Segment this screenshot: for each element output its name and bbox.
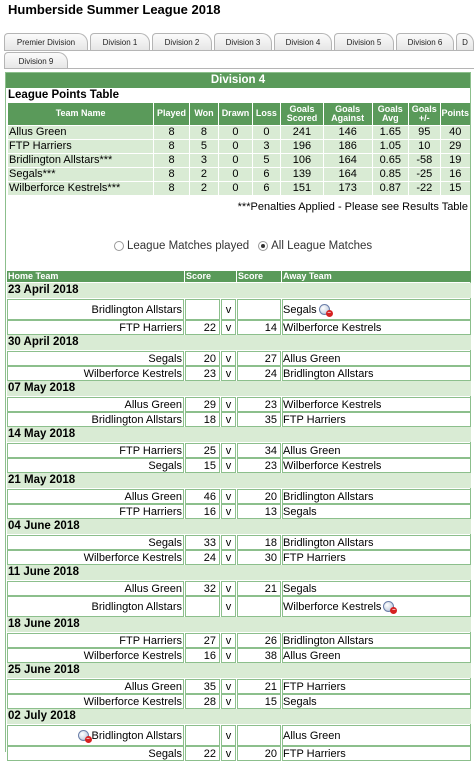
- fixture-away-team: [282, 694, 471, 709]
- fixture-versus: v: [221, 320, 236, 335]
- fixture-versus: v: [221, 694, 236, 709]
- fixture-away-team: [282, 746, 471, 761]
- fixture-row: [7, 366, 471, 381]
- league-cell: 5: [190, 140, 218, 153]
- fixture-away-team: [282, 504, 471, 519]
- fixture-away-score: 24: [237, 366, 281, 381]
- home-team-name: Wilberforce Kestrels: [83, 551, 182, 564]
- league-cell: 241: [281, 126, 323, 139]
- fixture-versus: v: [221, 679, 236, 694]
- fixture-home-score: 18: [185, 412, 220, 427]
- fixture-date: 04 June 2018: [7, 519, 471, 534]
- league-cell: 29: [441, 140, 470, 153]
- fixture-versus: v: [221, 581, 236, 596]
- filter-option-played[interactable]: [114, 240, 249, 252]
- league-row: [8, 154, 470, 167]
- tab-division-3[interactable]: Division 3: [214, 33, 272, 50]
- fixture-away-team: [282, 458, 471, 473]
- fixture-date: 02 July 2018: [7, 709, 471, 724]
- fixture-versus: v: [221, 366, 236, 381]
- league-cell: 15: [441, 182, 470, 195]
- away-team-name: Bridlington Allstars: [283, 490, 374, 503]
- fixture-versus: v: [221, 550, 236, 565]
- fixture-versus: v: [221, 504, 236, 519]
- fixture-versus: v: [221, 299, 236, 320]
- league-cell: 1.65: [373, 126, 409, 139]
- away-team-name: Segals: [283, 695, 317, 708]
- fixture-row: [7, 443, 471, 458]
- radio-played[interactable]: [114, 241, 124, 251]
- fixture-away-team: [282, 633, 471, 648]
- home-team-name: Wilberforce Kestrels: [83, 695, 182, 708]
- fixture-row: [7, 746, 471, 761]
- league-cell: -25: [409, 168, 439, 181]
- fixture-home-team: [7, 443, 184, 458]
- fixture-away-score: 20: [237, 489, 281, 504]
- fixture-home-team: [7, 412, 184, 427]
- home-team-name: FTP Harriers: [119, 505, 182, 518]
- away-team-name: Bridlington Allstars: [283, 634, 374, 647]
- fixture-home-score: 25: [185, 443, 220, 458]
- filter-label-played: League Matches played: [127, 240, 250, 252]
- home-team-name: Allus Green: [124, 680, 182, 693]
- fixture-row: [7, 299, 471, 320]
- away-team-name: Wilberforce Kestrels: [283, 398, 382, 411]
- fixture-row: [7, 535, 471, 550]
- ball-no-entry-icon[interactable]: –: [318, 303, 332, 317]
- fixture-home-team: [7, 633, 184, 648]
- away-team-name: Segals: [283, 505, 317, 518]
- fixture-home-team: [7, 351, 184, 366]
- fixture-home-score: 22: [185, 746, 220, 761]
- fixture-versus: v: [221, 648, 236, 663]
- league-cell: 6: [253, 168, 280, 181]
- league-cell: 8: [154, 154, 189, 167]
- radio-all[interactable]: [258, 241, 268, 251]
- league-cell: 2: [190, 182, 218, 195]
- fixture-row: [7, 581, 471, 596]
- ball-no-entry-icon[interactable]: –: [77, 729, 91, 743]
- fixture-versus: v: [221, 535, 236, 550]
- fixture-home-team: [7, 581, 184, 596]
- fixture-away-score: 38: [237, 648, 281, 663]
- away-team-name: FTP Harriers: [283, 413, 346, 426]
- league-col-header: Won: [190, 103, 218, 125]
- tab-strip-line: [4, 68, 474, 69]
- fixture-away-score: 14: [237, 320, 281, 335]
- home-team-name: Wilberforce Kestrels: [83, 367, 182, 380]
- league-col-header: Loss: [253, 103, 280, 125]
- page-title: Humberside Summer League 2018: [8, 2, 221, 17]
- fixture-away-team: [282, 581, 471, 596]
- home-team-name: Allus Green: [124, 398, 182, 411]
- home-team-name: FTP Harriers: [119, 634, 182, 647]
- league-cell: 95: [409, 126, 439, 139]
- league-team-name: Bridlington Allstars***: [8, 154, 153, 167]
- fixture-away-team: [282, 596, 471, 617]
- fixture-away-team: [282, 299, 471, 320]
- fixtures-header: [7, 271, 471, 282]
- away-team-name: FTP Harriers: [283, 680, 346, 693]
- away-team-name: Allus Green: [283, 444, 341, 457]
- fixture-home-score: 35: [185, 679, 220, 694]
- fixtures-col-score-away: Score: [237, 271, 281, 282]
- league-cell: 3: [190, 154, 218, 167]
- league-cell: 6: [253, 182, 280, 195]
- fixture-row: [7, 725, 471, 746]
- fixture-away-score: 21: [237, 679, 281, 694]
- fixture-versus: v: [221, 725, 236, 746]
- league-cell: 0.85: [373, 168, 409, 181]
- league-cell: 8: [154, 126, 189, 139]
- fixture-home-team: [7, 596, 184, 617]
- fixture-away-team: [282, 550, 471, 565]
- fixture-away-score: 35: [237, 412, 281, 427]
- fixture-away-score: 23: [237, 397, 281, 412]
- home-team-name: Segals: [148, 459, 182, 472]
- league-team-name: Allus Green: [8, 126, 153, 139]
- league-col-header: Goals Scored: [281, 103, 323, 125]
- fixture-away-team: [282, 351, 471, 366]
- fixture-home-team: [7, 299, 184, 320]
- fixture-home-score: 24: [185, 550, 220, 565]
- home-team-name: Bridlington Allstars: [91, 729, 182, 742]
- fixture-home-score: 27: [185, 633, 220, 648]
- fixture-date: 30 April 2018: [7, 335, 471, 350]
- fixture-away-team: [282, 648, 471, 663]
- away-team-name: Allus Green: [283, 649, 341, 662]
- home-team-name: Segals: [148, 352, 182, 365]
- league-col-header: Team Name: [8, 103, 153, 125]
- league-cell: 8: [190, 126, 218, 139]
- home-team-name: FTP Harriers: [119, 321, 182, 334]
- league-cell: 0: [219, 126, 252, 139]
- fixture-row: [7, 504, 471, 519]
- fixture-away-team: [282, 412, 471, 427]
- fixture-versus: v: [221, 443, 236, 458]
- fixtures-col-away: Away Team: [282, 271, 471, 282]
- home-team-name: Allus Green: [124, 582, 182, 595]
- fixture-away-score: 27: [237, 351, 281, 366]
- home-team-name: FTP Harriers: [119, 444, 182, 457]
- fixture-away-score: 26: [237, 633, 281, 648]
- league-team-name: Wilberforce Kestrels***: [8, 182, 153, 195]
- fixture-versus: v: [221, 633, 236, 648]
- home-team-name: Bridlington Allstars: [91, 303, 182, 316]
- fixture-row: [7, 633, 471, 648]
- fixture-home-score: 16: [185, 648, 220, 663]
- league-team-name: Segals***: [8, 168, 153, 181]
- fixture-home-score: 15: [185, 458, 220, 473]
- league-cell: 173: [324, 182, 372, 195]
- league-col-header: Goals Avg: [373, 103, 409, 125]
- tab-division-4[interactable]: Division 4: [274, 33, 332, 50]
- tab-division-6[interactable]: Division 6: [396, 33, 454, 50]
- home-team-name: Bridlington Allstars: [91, 600, 182, 613]
- filter-option-all[interactable]: [258, 240, 372, 252]
- away-team-name: Bridlington Allstars: [283, 536, 374, 549]
- fixture-away-score: 34: [237, 443, 281, 458]
- fixture-home-score: 22: [185, 320, 220, 335]
- fixture-date: 21 May 2018: [7, 473, 471, 488]
- league-col-header: Points: [441, 103, 470, 125]
- fixture-away-score: [237, 299, 281, 320]
- fixture-versus: v: [221, 351, 236, 366]
- league-cell: 146: [324, 126, 372, 139]
- league-col-header: Goals Against: [324, 103, 372, 125]
- fixture-date: 07 May 2018: [7, 381, 471, 396]
- fixture-row: [7, 489, 471, 504]
- fixture-date: 11 June 2018: [7, 565, 471, 580]
- away-team-name: Bridlington Allstars: [283, 367, 374, 380]
- fixture-home-team: [7, 535, 184, 550]
- away-team-name: Wilberforce Kestrels: [283, 600, 382, 613]
- league-cell: 0: [219, 140, 252, 153]
- league-cell: 0.65: [373, 154, 409, 167]
- fixture-versus: v: [221, 397, 236, 412]
- home-team-name: Wilberforce Kestrels: [83, 649, 182, 662]
- away-team-name: Segals: [283, 582, 317, 595]
- home-team-name: Allus Green: [124, 490, 182, 503]
- fixture-away-score: 18: [237, 535, 281, 550]
- fixture-home-score: 29: [185, 397, 220, 412]
- league-col-header: Goals +/-: [409, 103, 439, 125]
- league-cell: 16: [441, 168, 470, 181]
- fixture-date: 18 June 2018: [7, 617, 471, 632]
- league-col-header: Played: [154, 103, 189, 125]
- fixture-row: [7, 412, 471, 427]
- league-cell: 10: [409, 140, 439, 153]
- league-row: [8, 126, 470, 139]
- fixture-away-team: [282, 535, 471, 550]
- division-title: Division 4: [6, 73, 470, 88]
- fixture-home-team: [7, 397, 184, 412]
- fixture-home-score: 28: [185, 694, 220, 709]
- fixture-away-score: 30: [237, 550, 281, 565]
- fixture-versus: v: [221, 489, 236, 504]
- league-cell: 106: [281, 154, 323, 167]
- league-cell: 0.87: [373, 182, 409, 195]
- league-cell: 164: [324, 168, 372, 181]
- league-cell: 0: [219, 168, 252, 181]
- league-cell: -22: [409, 182, 439, 195]
- away-team-name: Segals: [283, 303, 317, 316]
- match-filter: [114, 240, 381, 252]
- fixture-home-team: [7, 458, 184, 473]
- fixture-away-team: [282, 366, 471, 381]
- league-cell: 196: [281, 140, 323, 153]
- fixture-away-team: [282, 489, 471, 504]
- tab-premier-division[interactable]: Premier Division: [4, 33, 88, 50]
- fixture-away-score: 13: [237, 504, 281, 519]
- fixture-date: 14 May 2018: [7, 427, 471, 442]
- league-cell: 0: [219, 154, 252, 167]
- fixture-row: [7, 679, 471, 694]
- league-cell: 0: [219, 182, 252, 195]
- fixture-away-team: [282, 679, 471, 694]
- fixture-date: 23 April 2018: [7, 283, 471, 298]
- home-team-name: Segals: [148, 536, 182, 549]
- home-team-name: Bridlington Allstars: [91, 413, 182, 426]
- fixture-row: [7, 550, 471, 565]
- away-team-name: FTP Harriers: [283, 551, 346, 564]
- fixture-home-score: [185, 299, 220, 320]
- fixture-home-score: 23: [185, 366, 220, 381]
- league-cell: 8: [154, 140, 189, 153]
- tab-division-2[interactable]: Division 2: [152, 33, 212, 50]
- fixture-versus: v: [221, 596, 236, 617]
- fixture-row: [7, 351, 471, 366]
- fixture-row: [7, 397, 471, 412]
- league-cell: -58: [409, 154, 439, 167]
- fixture-away-team: [282, 320, 471, 335]
- fixture-home-team: [7, 725, 184, 746]
- home-team-name: Segals: [148, 747, 182, 760]
- fixture-row: [7, 458, 471, 473]
- fixture-away-score: [237, 725, 281, 746]
- fixtures-col-home: Home Team: [7, 271, 184, 282]
- league-cell: 8: [154, 168, 189, 181]
- fixture-away-score: 15: [237, 694, 281, 709]
- fixture-away-score: 20: [237, 746, 281, 761]
- fixture-home-team: [7, 504, 184, 519]
- league-cell: 186: [324, 140, 372, 153]
- fixture-away-score: 21: [237, 581, 281, 596]
- penalty-note: ***Penalties Applied - Please see Results Table: [237, 201, 468, 213]
- league-cell: 151: [281, 182, 323, 195]
- league-cell: 5: [253, 154, 280, 167]
- fixture-away-team: [282, 725, 471, 746]
- fixture-home-score: 46: [185, 489, 220, 504]
- fixture-home-score: 20: [185, 351, 220, 366]
- fixture-away-score: [237, 596, 281, 617]
- away-team-name: FTP Harriers: [283, 747, 346, 760]
- fixture-home-score: 33: [185, 535, 220, 550]
- fixture-home-team: [7, 550, 184, 565]
- fixture-home-score: [185, 725, 220, 746]
- league-team-name: FTP Harriers: [8, 140, 153, 153]
- fixture-row: [7, 596, 471, 617]
- league-cell: 19: [441, 154, 470, 167]
- fixture-home-score: 32: [185, 581, 220, 596]
- fixture-versus: v: [221, 458, 236, 473]
- fixture-away-team: [282, 443, 471, 458]
- league-cell: 0: [253, 126, 280, 139]
- league-cell: 1.05: [373, 140, 409, 153]
- league-row: [8, 168, 470, 181]
- division-panel: [5, 72, 471, 760]
- league-table-title: League Points Table: [8, 89, 119, 101]
- league-cell: 139: [281, 168, 323, 181]
- fixture-home-team: [7, 648, 184, 663]
- tab-d[interactable]: D: [456, 33, 474, 50]
- fixture-row: [7, 320, 471, 335]
- fixture-date: 25 June 2018: [7, 663, 471, 678]
- league-row: [8, 140, 470, 153]
- fixture-home-score: [185, 596, 220, 617]
- fixture-home-team: [7, 694, 184, 709]
- fixture-away-team: [282, 397, 471, 412]
- tab-division-1[interactable]: Division 1: [90, 33, 150, 50]
- fixture-versus: v: [221, 746, 236, 761]
- fixture-home-team: [7, 746, 184, 761]
- fixture-row: [7, 694, 471, 709]
- league-points-table: [7, 102, 471, 196]
- league-col-header: Drawn: [219, 103, 252, 125]
- fixture-row: [7, 648, 471, 663]
- away-team-name: Wilberforce Kestrels: [283, 459, 382, 472]
- fixture-away-score: 23: [237, 458, 281, 473]
- away-team-name: Allus Green: [283, 352, 341, 365]
- league-cell: 164: [324, 154, 372, 167]
- league-cell: 3: [253, 140, 280, 153]
- away-team-name: Wilberforce Kestrels: [283, 321, 382, 334]
- tab-strip-line: [4, 50, 474, 51]
- fixture-versus: v: [221, 412, 236, 427]
- fixture-home-score: 16: [185, 504, 220, 519]
- fixture-home-team: [7, 366, 184, 381]
- league-cell: 8: [154, 182, 189, 195]
- tab-division-5[interactable]: Division 5: [334, 33, 394, 50]
- league-row: [8, 182, 470, 195]
- league-cell: 40: [441, 126, 470, 139]
- tab-division-9[interactable]: Division 9: [4, 52, 68, 69]
- fixture-home-team: [7, 320, 184, 335]
- ball-no-entry-icon[interactable]: –: [382, 600, 396, 614]
- fixture-home-team: [7, 679, 184, 694]
- league-cell: 2: [190, 168, 218, 181]
- fixtures-col-score-home: Score: [185, 271, 236, 282]
- fixture-home-team: [7, 489, 184, 504]
- away-team-name: Allus Green: [283, 729, 341, 742]
- filter-label-all: All League Matches: [271, 240, 373, 252]
